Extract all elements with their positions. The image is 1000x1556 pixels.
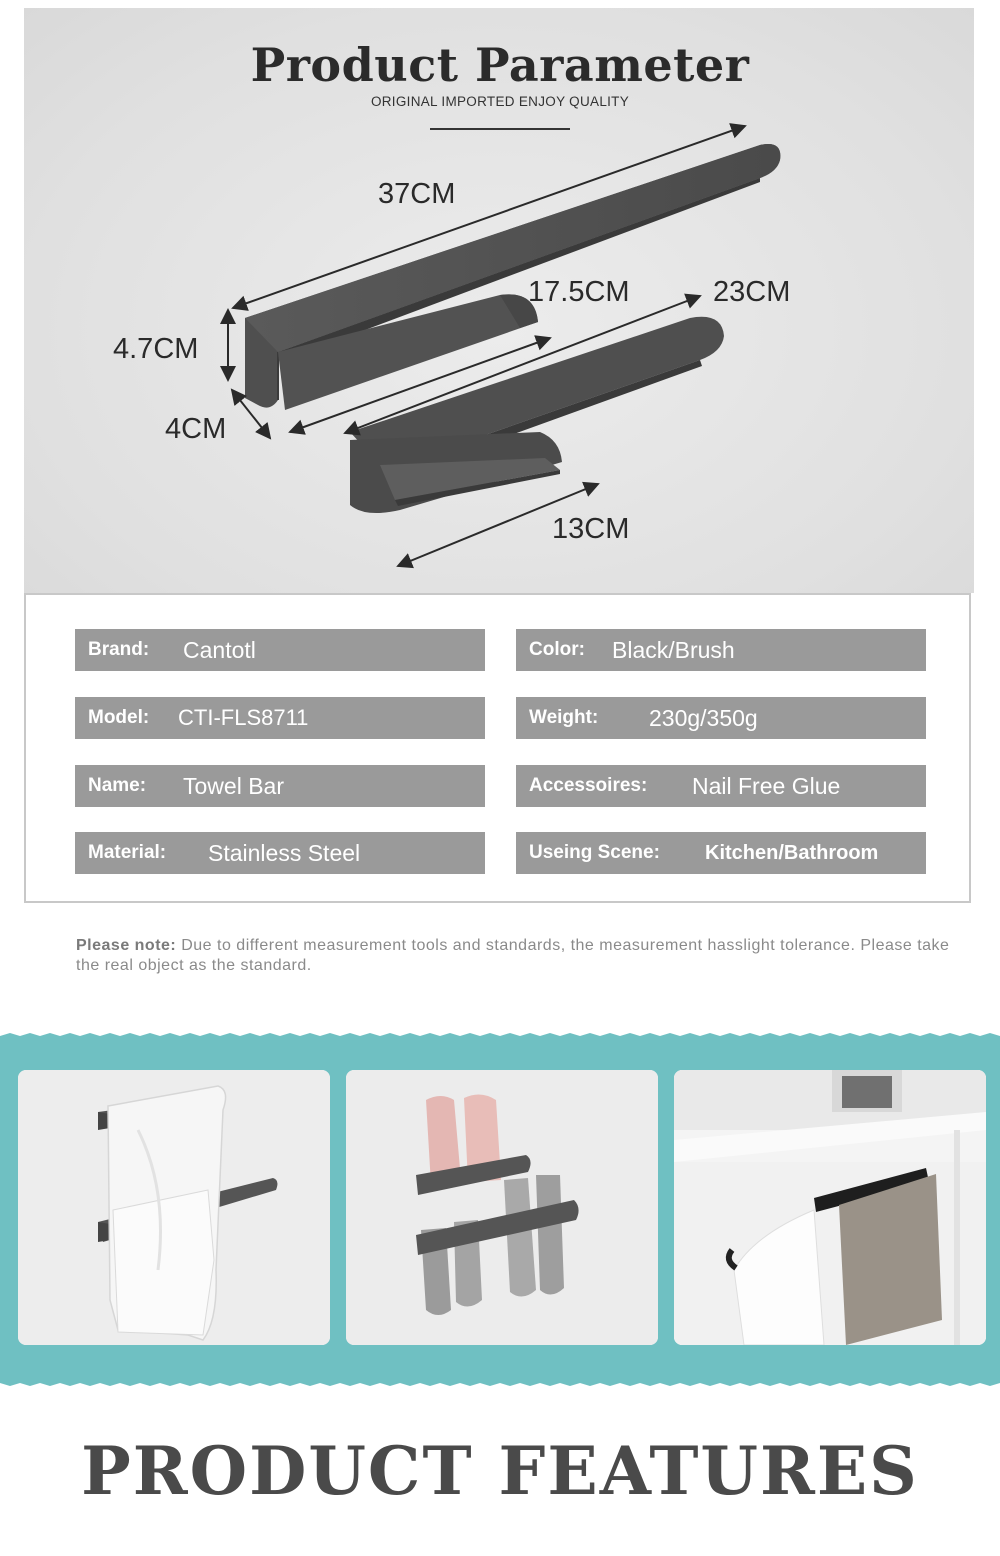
dim-label-37cm: 37CM [378, 178, 456, 210]
towel-bar-with-towel-image [18, 1070, 330, 1345]
measurement-note [76, 936, 956, 976]
spec-value: CTI-FLS8711 [178, 705, 309, 730]
spec-value: Towel Bar [183, 772, 284, 799]
page-title: Product Parameter [250, 38, 750, 92]
features-heading: PRODUCT FEATURES [81, 1432, 919, 1510]
spec-label: Name: [88, 775, 147, 796]
note-text: Due to different measurement tools and standards, the measurement hasslight tolerance. Please take the real object as the standard. [76, 937, 950, 974]
dim-label-4cm: 4CM [165, 413, 227, 445]
slippers-on-bars-image [346, 1070, 658, 1345]
spec-value: Stainless Steel [208, 839, 361, 866]
dim-label-17-5cm: 17.5CM [528, 276, 630, 308]
spec-value: 230g/350g [649, 704, 758, 731]
bathroom-cabinet-photo [674, 1070, 986, 1345]
spec-value: Nail Free Glue [692, 772, 841, 799]
spec-row-weight [516, 697, 926, 739]
towel-bar-photo [18, 1070, 330, 1345]
spec-value: Cantotl [183, 636, 256, 663]
spec-row-color [516, 629, 926, 671]
spec-label: Model: [88, 707, 150, 728]
small-towel-bar [350, 432, 562, 513]
spec-row-material [75, 832, 485, 874]
note-label: Please note: [76, 937, 177, 954]
cabinet-towel-bar-image [674, 1070, 986, 1345]
page-subtitle: ORIGINAL IMPORTED ENJOY QUALITY [370, 94, 630, 109]
spec-label: Material: [88, 842, 167, 863]
spec-row-scene [516, 832, 926, 874]
spec-table [24, 593, 971, 903]
spec-label: Useing Scene: [529, 842, 660, 863]
dim-label-13cm: 13CM [552, 513, 630, 545]
spec-value: Kitchen/Bathroom [705, 841, 879, 864]
spec-label: Accessoires: [529, 775, 648, 796]
spec-label: Brand: [88, 639, 150, 660]
spec-row-model [75, 697, 485, 739]
spec-row-name [75, 765, 485, 807]
spec-label: Color: [529, 639, 585, 660]
towel-bar-dimension-diagram [0, 0, 1000, 600]
spec-value: Black/Brush [612, 636, 735, 663]
dim-label-23cm: 23CM [713, 276, 791, 308]
dim-label-4-7cm: 4.7CM [113, 333, 199, 365]
spec-row-brand [75, 629, 485, 671]
spec-label: Weight: [529, 707, 599, 728]
shoe-rack-photo [346, 1070, 658, 1345]
spec-row-accessoires [516, 765, 926, 807]
